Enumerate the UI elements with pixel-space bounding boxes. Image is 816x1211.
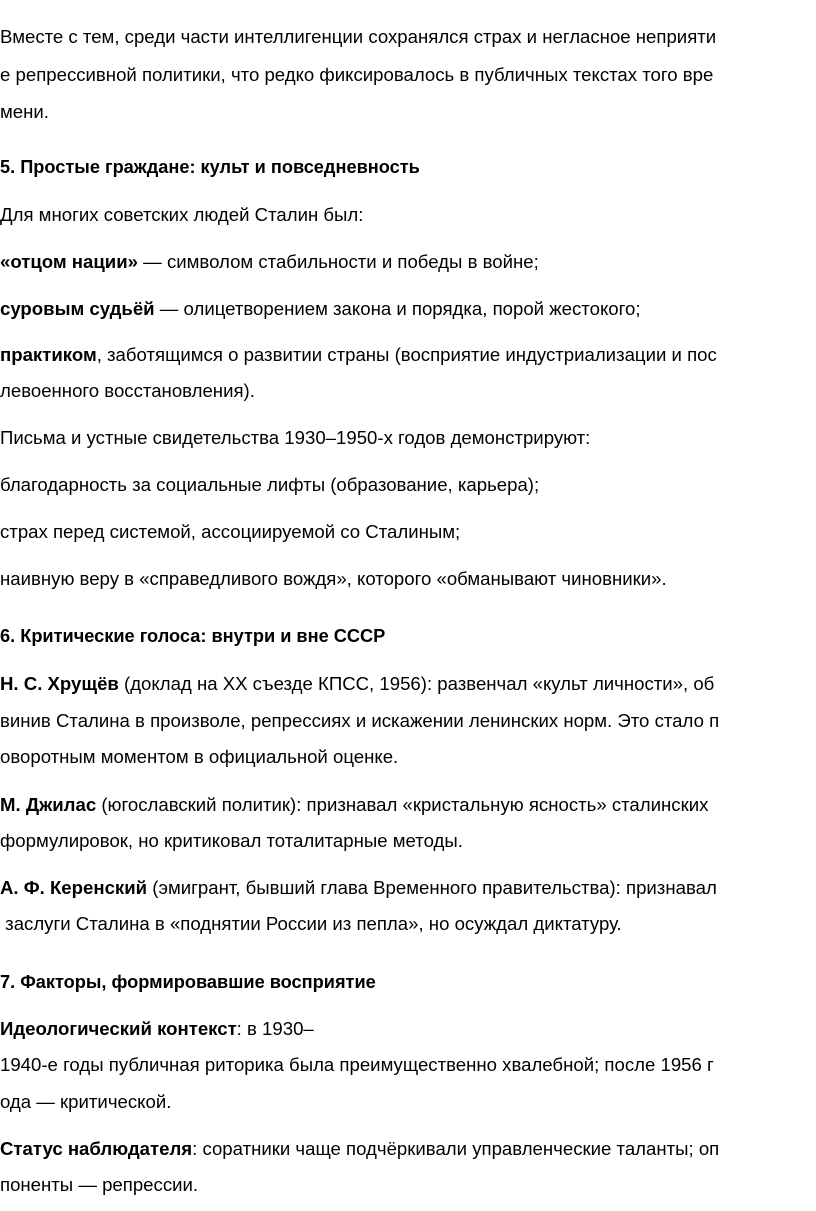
evidence-lead: Письма и устные свидетельства 1930–1950-х годов демонстрируют: [0, 427, 591, 448]
factor-item-continuation: поненты — репрессии. [0, 1174, 199, 1195]
intro-line-1: Вместе с тем, среди части интеллигенции сохранялся страх и негласное неприяти [0, 26, 717, 47]
critic-name: А. Ф. Керенский [0, 877, 148, 898]
item-term: практиком [0, 344, 97, 365]
item-text: , заботящимся о развитии страны (восприятие индустриализации и пос [96, 344, 717, 365]
factor-item [0, 1018, 314, 1040]
evidence-item: наивную веру в «справедливого вождя», которого «обманывают чиновники». [0, 568, 667, 589]
factor-item-continuation: 1940-е годы публичная риторика была преимущественно хвалебной; после 1956 г [0, 1054, 714, 1075]
factor-item [0, 1138, 719, 1160]
list-item [0, 251, 539, 273]
critic-item-continuation: заслуги Сталина в «поднятии России из пепла», но осуждал диктатуру. [0, 913, 622, 934]
critic-item-continuation: оворотным моментом в официальной оценке. [0, 746, 399, 767]
list-item-continuation: левоенного восстановления). [0, 380, 255, 401]
item-text: — олицетворением закона и порядка, порой жестокого; [154, 298, 641, 319]
critic-text: (эмигрант, бывший глава Временного правительства): признавал [147, 877, 717, 898]
factor-term: Идеологический контекст [0, 1018, 237, 1039]
critic-item-continuation: винив Сталина в произволе, репрессиях и искажении ленинских норм. Это стало п [0, 710, 720, 731]
item-text: — символом стабильности и победы в войне; [138, 251, 539, 272]
factor-text: : соратники чаще подчёркивали управленческие таланты; оп [192, 1138, 720, 1159]
factor-text: : в 1930– [236, 1018, 314, 1039]
intro-line-3: мени. [0, 101, 49, 122]
section-5-heading: 5. Простые граждане: культ и повседневность [0, 157, 420, 177]
section-6-heading: 6. Критические голоса: внутри и вне СССР [0, 626, 386, 646]
item-term: «отцом нации» [0, 251, 139, 272]
evidence-item: страх перед системой, ассоциируемой со Сталиным; [0, 521, 461, 542]
critic-text: (доклад на XX съезде КПСС, 1956): развенчал «культ личности», об [118, 673, 715, 694]
critic-text: (югославский политик): признавал «кристальную ясность» сталинских [96, 794, 709, 815]
critic-item [0, 794, 708, 816]
critic-name: Н. С. Хрущёв [0, 673, 119, 694]
section-5-lead: Для многих советских людей Сталин был: [0, 204, 364, 225]
evidence-item: благодарность за социальные лифты (образование, карьера); [0, 474, 540, 495]
list-item [0, 298, 641, 320]
critic-item [0, 673, 714, 695]
item-term: суровым судьёй [0, 298, 155, 319]
intro-line-2: е репрессивной политики, что редко фиксировалось в публичных текстах того вре [0, 64, 714, 85]
factor-item-continuation: ода — критической. [0, 1091, 172, 1112]
factor-term: Статус наблюдателя [0, 1138, 193, 1159]
critic-name: М. Джилас [0, 794, 97, 815]
list-item [0, 344, 717, 366]
critic-item [0, 877, 717, 899]
critic-item-continuation: формулировок, но критиковал тоталитарные методы. [0, 830, 463, 851]
section-7-heading: 7. Факторы, формировавшие восприятие [0, 972, 376, 992]
